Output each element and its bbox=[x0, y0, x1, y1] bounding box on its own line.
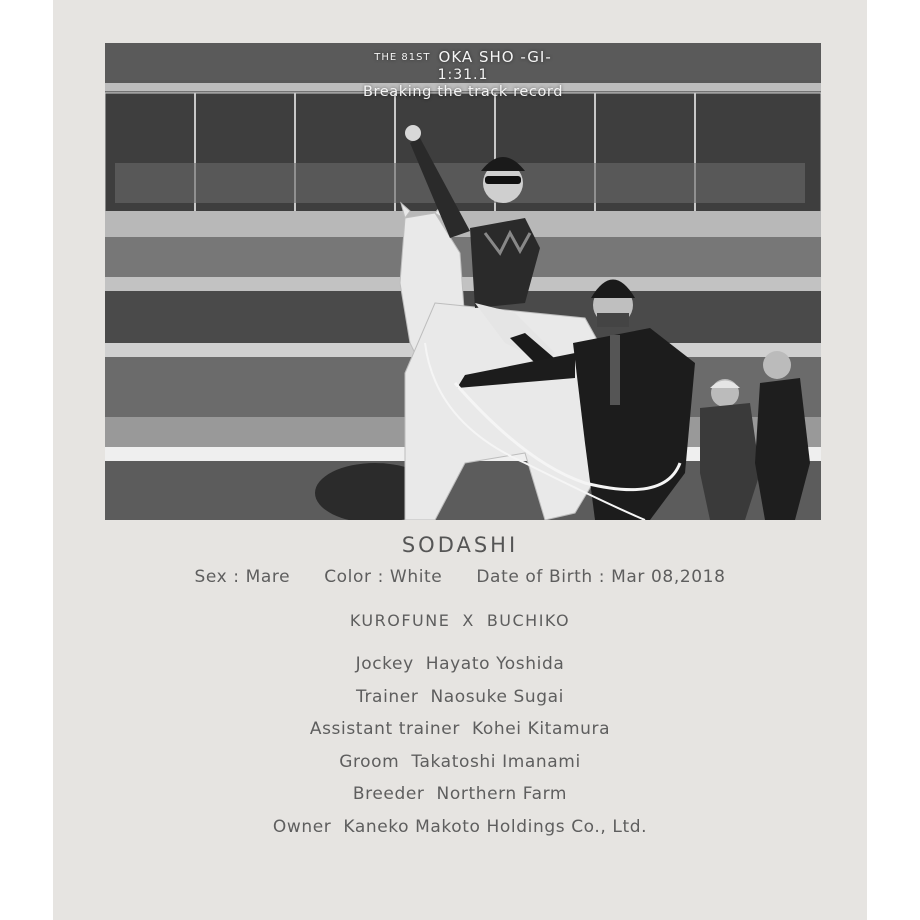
photo-illustration bbox=[105, 43, 821, 520]
groom-row bbox=[53, 752, 867, 772]
assistant-trainer-value: Kohei Kitamura bbox=[471, 719, 611, 739]
jockey-value: Hayato Yoshida bbox=[425, 654, 565, 674]
jockey-label: Jockey bbox=[355, 654, 414, 674]
jockey-row bbox=[53, 654, 867, 674]
pedigree-separator: X bbox=[462, 611, 475, 630]
owner-row bbox=[53, 817, 867, 837]
race-title-line bbox=[105, 49, 821, 66]
horse-color: Color : White bbox=[324, 567, 443, 587]
trainer-value: Naosuke Sugai bbox=[430, 687, 565, 707]
record-note: Breaking the track record bbox=[362, 84, 564, 101]
owner-label: Owner bbox=[272, 817, 332, 837]
trainer-label: Trainer bbox=[355, 687, 419, 707]
assistant-trainer-label: Assistant trainer bbox=[309, 719, 460, 739]
info-card bbox=[53, 0, 867, 920]
photo-caption bbox=[105, 49, 821, 101]
race-name: OKA SHO -GI- bbox=[438, 48, 552, 66]
horse-birth-date: Date of Birth : Mar 08,2018 bbox=[476, 567, 726, 587]
breeder-value: Northern Farm bbox=[436, 784, 568, 804]
race-edition: THE 81ST bbox=[374, 52, 431, 63]
race-photo bbox=[105, 43, 821, 520]
dam: BUCHIKO bbox=[486, 611, 571, 630]
assistant-trainer-row bbox=[53, 719, 867, 739]
pedigree bbox=[53, 611, 867, 630]
groom-value: Takatoshi Imanami bbox=[411, 752, 581, 772]
horse-name: SODASHI bbox=[401, 533, 519, 557]
horse-sex: Sex : Mare bbox=[194, 567, 291, 587]
horse-details bbox=[53, 567, 867, 587]
breeder-row bbox=[53, 784, 867, 804]
sire: KUROFUNE bbox=[349, 611, 451, 630]
race-time: 1:31.1 bbox=[437, 67, 489, 84]
owner-value: Kaneko Makoto Holdings Co., Ltd. bbox=[343, 817, 648, 837]
groom-label: Groom bbox=[339, 752, 400, 772]
breeder-label: Breeder bbox=[352, 784, 425, 804]
trainer-row bbox=[53, 687, 867, 707]
